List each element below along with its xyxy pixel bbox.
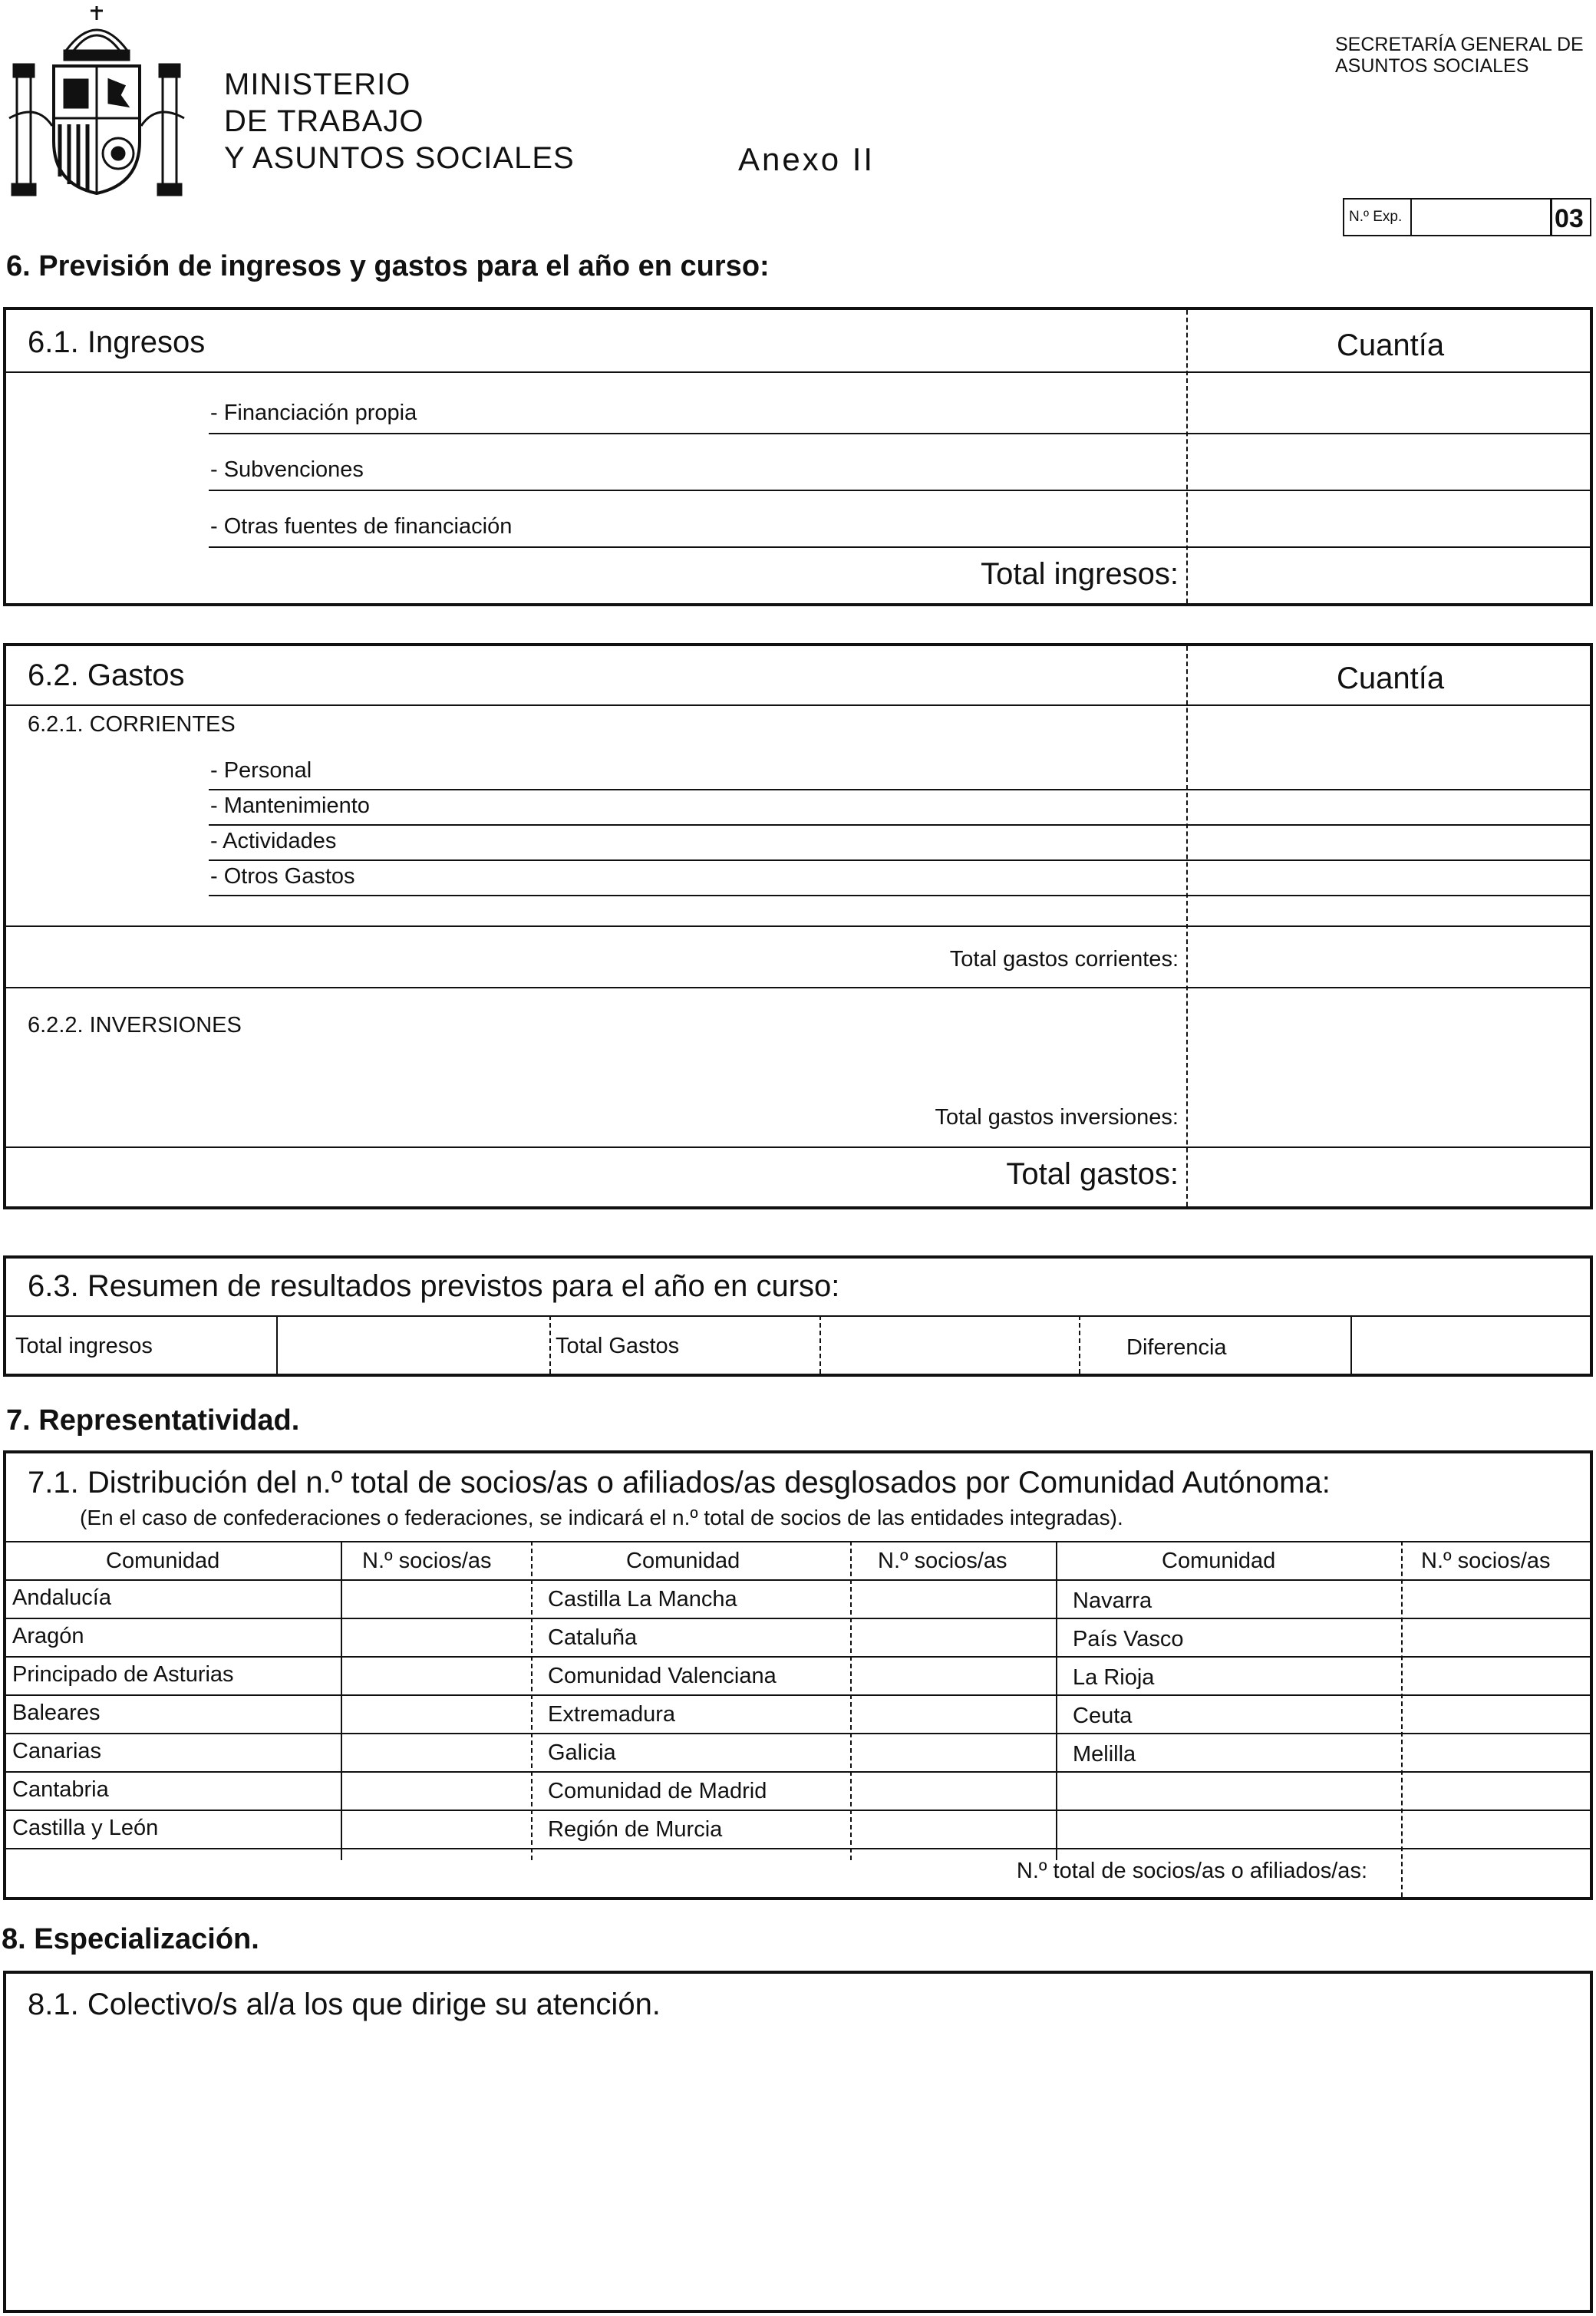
community-murcia: Región de Murcia xyxy=(548,1817,723,1842)
header-community-1: Comunidad xyxy=(106,1549,220,1573)
expense-item-personnel: - Personal xyxy=(210,758,312,783)
summary-difference-label: Diferencia xyxy=(1126,1335,1227,1360)
community-canarias: Canarias xyxy=(12,1739,102,1763)
summary-heading: 6.3. Resumen de resultados previstos para el año en curso: xyxy=(28,1269,840,1303)
expenses-heading: 6.2. Gastos xyxy=(28,658,185,692)
community-la-rioja: La Rioja xyxy=(1073,1665,1155,1690)
distribution-note: (En el caso de confederaciones o federaciones, se indicará el n.º total de socios de las entidades integradas). xyxy=(80,1506,1123,1529)
income-amount-header: Cuantía xyxy=(1337,328,1445,362)
community-madrid: Comunidad de Madrid xyxy=(548,1779,767,1803)
expense-item-maintenance: - Mantenimiento xyxy=(210,793,370,818)
ministry-name-line-2: DE TRABAJO xyxy=(224,104,424,138)
members-total-label: N.º total de socios/as o afiliados/as: xyxy=(1016,1859,1367,1883)
specialization-box xyxy=(3,1971,1593,2313)
summary-total-income-label: Total ingresos xyxy=(15,1334,153,1358)
community-asturias: Principado de Asturias xyxy=(12,1662,234,1687)
community-galicia: Galicia xyxy=(548,1740,616,1765)
income-table xyxy=(3,307,1593,606)
expenses-total-label: Total gastos: xyxy=(1006,1157,1179,1191)
summary-total-expenses-label: Total Gastos xyxy=(556,1334,680,1358)
expense-item-activities: - Actividades xyxy=(210,829,337,853)
investment-expenses-heading: 6.2.2. INVERSIONES xyxy=(28,1013,242,1038)
community-baleares: Baleares xyxy=(12,1701,101,1725)
distribution-heading: 7.1. Distribución del n.º total de socios/as o afiliados/as desglosados por Comunidad Autónoma: xyxy=(28,1466,1331,1499)
ministry-name-line-1: MINISTERIO xyxy=(224,68,411,101)
current-expenses-heading: 6.2.1. CORRIENTES xyxy=(28,712,236,737)
expenses-table xyxy=(3,643,1593,1209)
community-ceuta: Ceuta xyxy=(1073,1704,1133,1728)
header-members-3: N.º socios/as xyxy=(1421,1549,1551,1573)
income-item-other-sources: - Otras fuentes de financiación xyxy=(210,514,513,539)
specialization-heading: 8.1. Colectivo/s al/a los que dirige su atención. xyxy=(28,1988,661,2021)
community-aragon: Aragón xyxy=(12,1624,84,1648)
community-cataluna: Cataluña xyxy=(548,1625,638,1650)
current-expenses-total-label: Total gastos corrientes: xyxy=(949,947,1179,972)
expedient-label: N.º Exp. xyxy=(1349,209,1403,225)
community-castilla-la-mancha: Castilla La Mancha xyxy=(548,1587,737,1612)
income-total-label: Total ingresos: xyxy=(981,557,1179,591)
community-cantabria: Cantabria xyxy=(12,1777,109,1802)
representativeness-table xyxy=(3,1450,1593,1900)
community-castilla-leon: Castilla y León xyxy=(12,1816,159,1840)
community-navarra: Navarra xyxy=(1073,1589,1152,1613)
expedient-number-box xyxy=(1343,198,1591,236)
summary-table xyxy=(3,1255,1593,1377)
secretaria-line-1: SECRETARÍA GENERAL DE xyxy=(1335,34,1584,55)
section-8-title: 8. Especialización. xyxy=(2,1923,259,1955)
header-community-3: Comunidad xyxy=(1162,1549,1276,1573)
section-7-title: 7. Representatividad. xyxy=(6,1404,300,1437)
income-heading: 6.1. Ingresos xyxy=(28,325,206,359)
community-valenciana: Comunidad Valenciana xyxy=(548,1664,777,1688)
header-members-1: N.º socios/as xyxy=(362,1549,492,1573)
community-andalucia: Andalucía xyxy=(12,1585,111,1610)
section-6-title: 6. Previsión de ingresos y gastos para el año en curso: xyxy=(6,250,770,282)
investment-expenses-total-label: Total gastos inversiones: xyxy=(935,1105,1179,1130)
expense-item-other: - Otros Gastos xyxy=(210,864,355,889)
secretaria-line-2: ASUNTOS SOCIALES xyxy=(1335,55,1529,77)
community-melilla: Melilla xyxy=(1073,1742,1136,1767)
expenses-amount-header: Cuantía xyxy=(1337,661,1445,695)
community-extremadura: Extremadura xyxy=(548,1702,676,1727)
annex-title: Anexo II xyxy=(738,141,875,177)
header-community-2: Comunidad xyxy=(626,1549,740,1573)
ministry-name-line-3: Y ASUNTOS SOCIALES xyxy=(224,141,575,175)
community-pais-vasco: País Vasco xyxy=(1073,1627,1184,1651)
expedient-code: 03 xyxy=(1555,204,1584,233)
header-members-2: N.º socios/as xyxy=(878,1549,1007,1573)
income-item-subsidies: - Subvenciones xyxy=(210,457,364,482)
income-item-own-funding: - Financiación propia xyxy=(210,401,417,425)
coat-of-arms-logo xyxy=(6,3,187,201)
